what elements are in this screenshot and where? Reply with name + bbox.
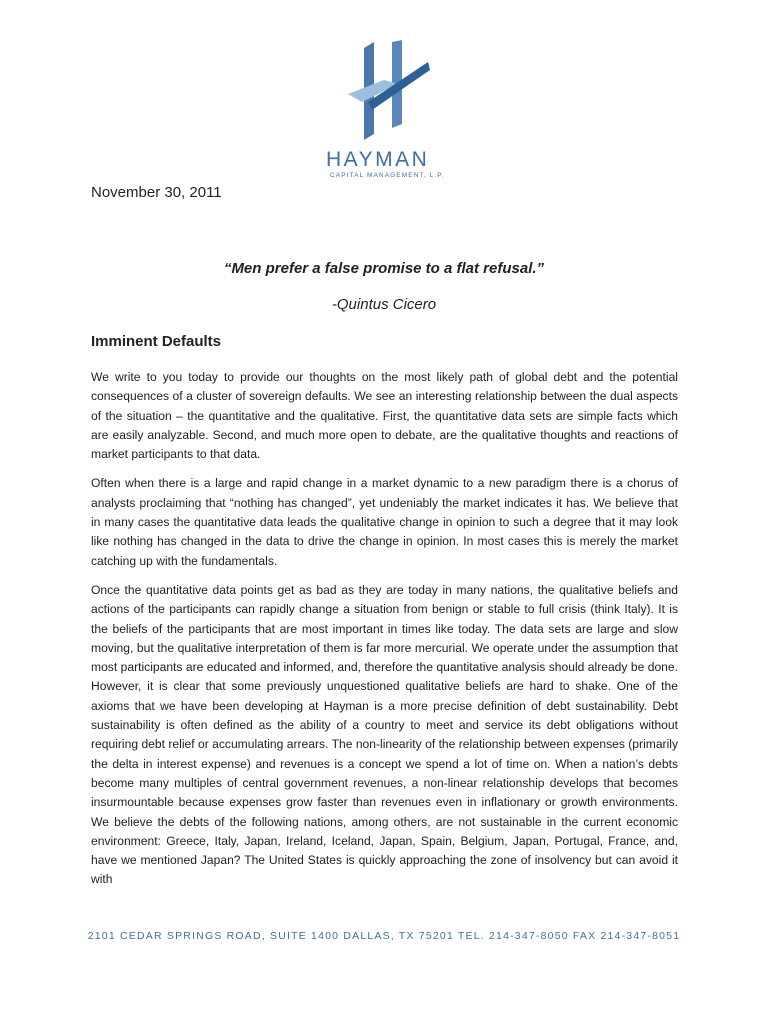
epigraph-quote: “Men prefer a false promise to a flat refusal.” [223,260,545,277]
body-paragraph: Often when there is a large and rapid change in a market dynamic to a new paradigm there is a chorus of analysts proclaiming that “nothing has changed”, yet undeniably the market indicates it has. We believe that in many cases the quantitative data leads the qualitative change in opinion to such a degree that it may look like nothing has changed in the data to drive the change in opinion. In most cases this is merely the market catching up with the fundamentals. [91,476,678,568]
letter-date: November 30, 2011 [91,184,222,201]
footer-address: 2101 CEDAR SPRINGS ROAD, SUITE 1400 DALLAS, TX 75201 TEL. 214-347-8050 FAX 214-347-8051 [87,930,681,942]
section-heading: Imminent Defaults [91,333,222,350]
brand-name: HAYMAN [326,148,430,171]
body-paragraph: We write to you today to provide our thoughts on the most likely path of global debt and the potential consequences of a cluster of sovereign defaults. We see an interesting relationship between the dual aspects of the situation – the quantitative and the qualitative. First, the quantitative data sets are simple facts which are easily analyzable. Second, and much more open to debate, are the qualitative thoughts and reactions of market participants to that data. [91,370,678,462]
body-paragraph: Once the quantitative data points get as bad as they are today in many nations, the qualitative beliefs and actions of the participants can rapidly change a situation from benign or stable to full crisis (think Italy). It is the beliefs of the participants that are most important in times like today. The data sets are large and slow moving, but the qualitative interpretation of them is far more mercurial. We operate under the assumption that most participants are educated and informed, and, therefore the quantitative analysis should already be done. However, it is clear that some previously unquestioned qualitative beliefs are hard to shake. One of the axioms that we have been developing at Hayman is a more precise definition of debt sustainability. Debt sustainability is often defined as the ability of a country to meet and service its debt obligations without requiring debt relief or accumulating arrears. The non-linearity of the relationship between expenses (primarily the delta in interest expense) and revenues is a concept we spend a lot of time on. When a nation’s debts become many multiples of central government revenues, a non-linear relationship develops that becomes insurmountable because expenses grow faster than revenues even in inflationary or growth environments. We believe the debts of the following nations, among others, are not sustainable in the current economic environment: Greece, Italy, Japan, Ireland, Iceland, Japan, Spain, Belgium, Japan, Portugal, France, and, have we mentioned Japan? The United States is quickly approaching the zone of insolvency but can avoid it with [91,582,678,887]
epigraph-attribution: -Quintus Cicero [331,296,437,313]
brand-subtitle: CAPITAL MANAGEMENT, L.P. [330,172,445,179]
letter-body [91,368,678,900]
hayman-h-logo-icon [338,40,438,140]
